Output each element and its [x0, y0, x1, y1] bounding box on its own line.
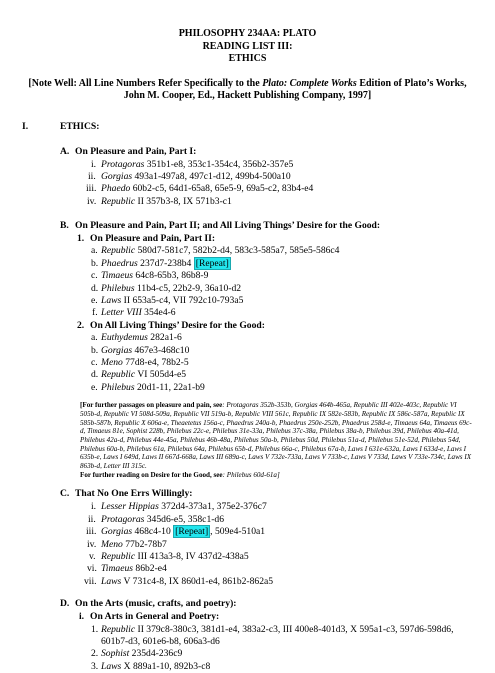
subsubsection-heading [0, 320, 495, 332]
item-letter: e. [91, 295, 98, 307]
line-reference: 20d1-11, 22a1-b9 [134, 381, 205, 393]
subsection-heading [0, 220, 495, 233]
work-title: Republic [101, 369, 136, 381]
work-title: Protagoras [101, 158, 145, 170]
item-number: iii. [86, 526, 97, 538]
work-title: Laws [101, 575, 122, 587]
reading-list [0, 501, 495, 588]
subsection-heading [0, 598, 495, 611]
header-list: READING LIST III: [202, 40, 293, 52]
line-reference: 60b2-c5, 64d1-65a8, 65e5-9, 69a5-c2, 83b4-e4 [130, 183, 314, 195]
item-number: i. [91, 158, 97, 170]
list-item [0, 382, 495, 394]
work-title: Phaedrus [101, 257, 138, 269]
line-reference: 64c8-65b3, 86b8-9 [133, 270, 209, 282]
note-suffix: Edition of Plato’s Works, John M. Cooper, Ed., Hackett Publishing Company, 1997] [123, 77, 467, 101]
line-reference: II 357b3-8, IX 571b3-c1 [135, 195, 232, 207]
work-title: Republic [101, 245, 136, 257]
item-letter: c. [91, 356, 98, 368]
subsubsection-number: i. [79, 611, 85, 623]
list-item [0, 514, 495, 526]
item-letter: b. [91, 344, 99, 356]
line-reference: II 379c8-380c3, 381d1-e4, 383a2-c3, III 400e8-401d3, X 595a1-c3, 597d6-598d6, 601b7-d3, 601e6-b8, 606a3-d6 [101, 623, 454, 647]
reading-list [0, 332, 495, 394]
work-title: Meno [101, 538, 123, 550]
item-letter: a. [91, 332, 98, 344]
note-prefix: [Note Well: All Line Numbers Refer Specifically to the [28, 77, 263, 89]
list-item [0, 171, 495, 183]
repeat-highlight: [Repeat] [175, 526, 209, 538]
line-reference: 345d6-e5, 358c1-d6 [144, 513, 225, 525]
work-title: Gorgias [101, 526, 133, 538]
item-letter: d. [91, 369, 99, 381]
item-number: 2. [91, 648, 99, 660]
line-reference: 11b4-c5, 22b2-9, 36a10-d2 [134, 282, 242, 294]
subsubsection-number: 2. [77, 319, 85, 331]
section-number: I. [22, 120, 29, 132]
line-reference: 580d7-581c7, 582b2-d4, 583c3-585a7, 585e5-586c4 [135, 245, 340, 257]
list-item [0, 283, 495, 295]
item-number: iv. [87, 538, 97, 550]
subsection-label: That No One Errs Willingly: [75, 488, 193, 500]
item-letter: f. [92, 307, 98, 319]
list-item [0, 270, 495, 282]
list-item [0, 183, 495, 195]
subsection-letter: A. [60, 145, 70, 157]
line-reference: 467e3-468c10 [132, 344, 190, 356]
subsubsection-label: On All Living Things’ Desire for the Good: [90, 319, 265, 331]
section-label: ETHICS: [60, 120, 100, 132]
list-item [0, 551, 495, 563]
list-item [0, 624, 495, 649]
line-reference: 86b2-e4 [133, 563, 167, 575]
work-title: Republic [101, 551, 136, 563]
subsection-letter: D. [60, 598, 70, 610]
work-title: Meno [101, 356, 123, 368]
work-title: Protagoras [101, 513, 145, 525]
line-reference: 282a1-6 [147, 332, 182, 344]
subsubsection-heading [0, 611, 495, 623]
further-lead: [For further passages on pleasure and pain, see [80, 401, 223, 410]
line-reference: X 889a1-10, 892b3-c8 [121, 660, 211, 672]
item-number: vi. [87, 563, 97, 575]
line-reference: V 731c4-8, IX 860d1-e4, 861b2-862a5 [121, 575, 274, 587]
list-item [0, 526, 495, 538]
work-title: Gorgias [101, 344, 133, 356]
item-letter: a. [91, 245, 98, 257]
line-reference: II 653a5-c4, VII 792c10-793a5 [121, 295, 244, 307]
work-title: Republic [101, 195, 136, 207]
subsubsection-label: On Pleasure and Pain, Part II: [90, 233, 216, 245]
header-topic: ETHICS [228, 53, 267, 64]
reading-list [0, 245, 495, 319]
work-title: Euthydemus [101, 332, 148, 344]
work-title: Letter VIII [101, 307, 142, 319]
line-reference: 468c4-10 [132, 526, 174, 538]
line-reference-cont: , 509e4-510a1 [210, 526, 266, 538]
list-item [0, 563, 495, 575]
subsubsection-label: On Arts in General and Poetry: [90, 611, 220, 623]
line-reference: III 413a3-8, IV 437d2-438a5 [135, 551, 249, 563]
work-title: Lesser Hippias [101, 501, 159, 513]
list-item [0, 357, 495, 369]
line-reference: 354e4-6 [141, 307, 176, 319]
subsection-label: On Pleasure and Pain, Part I: [75, 145, 197, 157]
header-course: PHILOSOPHY 234AA: PLATO [178, 28, 317, 39]
list-item [0, 307, 495, 319]
subsection-heading [0, 488, 495, 501]
line-reference: 235d4-236c9 [129, 648, 183, 660]
work-title: Phaedo [101, 183, 131, 195]
list-item [0, 501, 495, 513]
item-letter: e. [91, 381, 98, 393]
work-title: Republic [101, 623, 136, 635]
list-item [0, 245, 495, 257]
item-number: 1. [91, 623, 99, 635]
item-number: 3. [91, 660, 99, 672]
further-body-2: : Philebus 60d-61a] [222, 470, 280, 479]
work-title: Philebus [101, 381, 135, 393]
further-lead-2: For further reading on Desire for the Good, see [80, 470, 223, 479]
item-number: vii. [84, 575, 97, 587]
subsection-letter: B. [60, 220, 69, 232]
list-item [0, 295, 495, 307]
list-item [0, 332, 495, 344]
further-passages-note [80, 401, 473, 479]
line-reference: 351b1-e8, 353c1-354c4, 356b2-357e5 [144, 158, 294, 170]
work-title: Philebus [101, 282, 135, 294]
list-item [0, 196, 495, 208]
reading-list [0, 624, 495, 673]
line-reference: 77b2-78b7 [122, 538, 167, 550]
item-number: v. [89, 551, 96, 563]
list-item [0, 159, 495, 171]
work-title: Sophist [101, 648, 130, 660]
editorial-note [22, 78, 473, 103]
item-letter: b. [91, 257, 99, 269]
list-item [0, 661, 495, 673]
item-letter: d. [91, 282, 99, 294]
page-header [0, 0, 495, 66]
item-number: ii. [88, 513, 96, 525]
section-heading [0, 121, 495, 134]
item-number: iii. [86, 183, 97, 195]
work-title: Timaeus [101, 563, 133, 575]
work-title: Gorgias [101, 170, 133, 182]
list-item [0, 345, 495, 357]
line-reference: 493a1-497a8, 497c1-d12, 499b4-500a10 [132, 170, 291, 182]
subsection-letter: C. [60, 488, 70, 500]
list-item [0, 648, 495, 660]
item-number: ii. [88, 170, 96, 182]
reading-list [0, 159, 495, 209]
line-reference: VI 505d4-e5 [135, 369, 187, 381]
line-reference: 77d8-e4, 78b2-5 [122, 356, 189, 368]
subsection-label: On Pleasure and Pain, Part II; and All Living Things’ Desire for the Good: [75, 220, 381, 232]
work-title: Laws [101, 295, 122, 307]
subsubsection-heading [0, 233, 495, 245]
item-number: iv. [87, 195, 97, 207]
list-item [0, 576, 495, 588]
list-item [0, 539, 495, 551]
work-title: Laws [101, 660, 122, 672]
list-item [0, 369, 495, 381]
repeat-highlight: [Repeat] [195, 257, 229, 269]
line-reference: 372d4-373a1, 375e2-376c7 [158, 501, 267, 513]
further-body: : Protagoras 352b-353b, Gorgias 464b-465a, Republic III 402e-403c, Republic VI 505b-d, Republic VI 508d-509a, Republic VII 519a-b, Republic VIII 561c, Republic IX 582e-583b, Republic IX 586c-587a, Republic IX 585b-587b, Republic X 606a-e, Theaetetus 156a-c, Phaedrus 240a-b, Phaedrus 250e-252b, Phaedrus 258d-e, Timaeus 64a, Timaeus 69c-d, Timaeus 81e, Sophist 228b, Philebus 22c-e, Philebus 31e-33a, Philebus 37c-38a, Philebus 38a-b, Philebus 39d, Philebus 40a-41d, Philebus 42a-d, Philebus 44e-45a, Philebus 46b-48a, Philebus 50a-b, Philebus 50d, Philebus 51a-d, Philebus 51e-52d, Philebus 54d, Philebus 60a-b, Philebus 61a, Philebus 64a, Philebus 65b-d, Philebus 66a-c, Philebus 67a-b, Laws I 631e-632a, Laws I 633d-e, Laws I 635b-e, Laws I 649d, Laws II 667d-668a, Laws III 689a-c, Laws V 732e-733a, Laws V 733b-c, Laws V 733d, Laws V 733e-734c, Laws IX 863b-d, Letter III 315c. [80, 401, 472, 471]
item-number: i. [91, 501, 97, 513]
subsection-label: On the Arts (music, crafts, and poetry): [75, 598, 237, 610]
subsubsection-number: 1. [77, 233, 85, 245]
line-reference: 237d7-238b4 [137, 257, 194, 269]
subsection-heading [0, 146, 495, 159]
work-title: Timaeus [101, 270, 133, 282]
list-item [0, 258, 495, 270]
item-letter: c. [91, 270, 98, 282]
note-title: Plato: Complete Works [262, 77, 357, 89]
